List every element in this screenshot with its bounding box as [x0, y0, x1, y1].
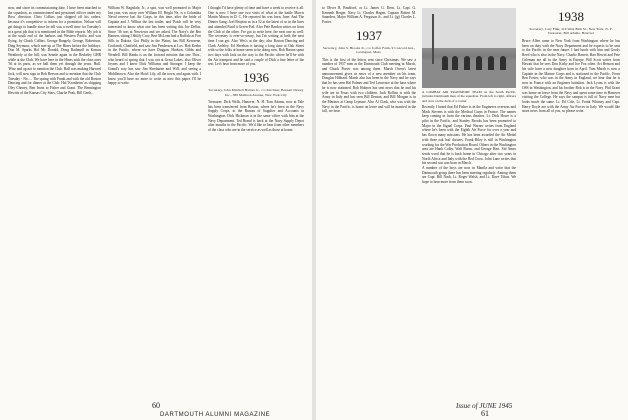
left-page: [0, 0, 312, 420]
magazine-title: DARTMOUTH ALUMNI MAGAZINE: [160, 412, 271, 418]
photo: [422, 8, 516, 88]
class-secretary: Secretary, John S. Brooks Jr., c/o Coffer Farm, 9 Concord Ave., Lexington, Mass.: [322, 45, 416, 55]
photo-caption: A COMBAT AIR TRANSPORT TEAM on the South Pacific, includes Dartmouth men of the squadron. From left to right, officers and crew on the deck of a carrier.: [422, 90, 516, 103]
left-column-3-text-b: Treasurer, Dick Wells, Hanover, N. H. Tom Adams, now at Yale has been transferred from Boston, where he's been in the Navy Supply Corps, to the Bureau of Supplies and Accounts in Washington. Dick Hickman is in the same office with him at the Navy Department. Ted Brand is back at the Navy Supply Depot after months in the Pacific. We'd like to hear from other members of the class who are in the service as well as those at home.: [208, 99, 304, 133]
page-number: 60: [152, 401, 160, 410]
left-column-3: [208, 6, 304, 384]
right-column-1-text-b: This is the first of the letters sent since Christmas. We saw a number of 1937 men at the Dartmouth Club meeting in March, and Chuck Porter was among them. Marsh Owen's latest announcement gives us news of a new member on his team, Douglas Hibbard. Marsh also has been in the Navy and he says that he has seen Hal Palmer and Ted Lawrence at the base where he is now stationed. Bob Holmes has sent news that he and his wife are in Texas with two children. Jack Rollins is with the Army in Italy and has seen Bill Denton, and Bill Morgan is in the Marines at Camp Lejeune. Also Al Clark, who was with the Navy in the Pacific, is home on leave and will be married in the fall, we hear.: [322, 57, 416, 114]
class-year-heading: 1938: [558, 9, 584, 24]
right-column-1: [322, 6, 416, 384]
right-column-2-text-b: A number of the boys are now in Manila and write that the Dartmouth group there has been meeting regularly. Among them are Capt. Bill Nash, Lt. Roger Walsh, and Lt. Dave Tilton. We hope to hear more from them soon.: [422, 166, 516, 185]
left-column-2-text: William W. Ragsdale, Jr., a spot, was well promoted to Major last year, was away over William III. Bright Ne. is a Columbia Naval reserve last Air Corps, in this time, after the bride of Captain and J. Wilbur the last trailer, and 'Patch will be very interested to know what one has been writing this Joe Dellas. Since '36 was at Newtown and we asked, The Navy's the Bro Hansen, sitting I Shiffy Cory, Bert McLean had a Buffalo at Fort Sills in Dakota. Got Philly in the Plains, has Bill Kerosene, Cortlandt, Chatfield, and saw Jim Pendersen at Los. Bob Keehn in the Pacific, where we have Duggan, Hudson, Gibbs and Wendell. Bill Hanks is an the forward mission that one Thos., who heard of spring that I was out at Great Lakes, also Oliver Joynes and I knew Dick Williams and Stronger. I keep the Grand's way has saw Jim Sherburne and Will, and seeing a Middletown. Also the Hotel Lily, all the town, and again with. I know you'll have no more to write us now this paper. I'll be happy to write.: [108, 6, 201, 86]
right-column-2-text: Recently I heard that Ed Fisher is in the Engineers overseas and Mack Stevens is with the Medical Corps in France. The names keep coming in from the various theatres. Lt. Dick Howe is a pilot in the Pacific, and Stanley Brooks has been promoted to Major in the Signal Corps. Paul Warner writes from England where he's been with the Eighth Air Force for over a year and has flown many missions. He has been awarded the Air Medal with three oak leaf clusters. Frank Riley is still in Washington working for the War Production Board. Others in the Washington area are Hank Colby, Walt Burns, and George Hart. Sid Ames sends word that he is back home in Chicago after two years in North Africa and Italy with the Red Cross. John Lane writes that his second son was born in March.: [422, 104, 516, 166]
left-column-1: [8, 6, 101, 384]
page-number: 61: [481, 409, 489, 418]
right-page: [316, 0, 628, 420]
right-column-2: [422, 6, 516, 384]
right-column-3-text: Bruce Allen came to New York from Washington where he has been on duty with the Navy Department and he expects to be sent to the Pacific in the near future. I had lunch with him and Gordy Reed who is also in the Navy. Charlie Barrett, Bart Hewitt and Pete Coleman are all in the Army in Europe. Bill Scott writes from Hawaii that he sees Don Kirby and Joe Fox often. Art Benson and his wife have a new daughter born in April. Tom Marsh is now a Captain in the Marine Corps and is stationed in the Pacific. From Ben Foster, who was in the Army in England, we hear that he is now in France with an Engineer battalion. Jack Lyons is with the OSS in Washington, and his brother Bob is in the Navy. Phil Grant was home on leave from the Navy and spent some time in Hanover visiting the College. He says the campus is full of Navy men but looks much the same. Lt. Ed Cole, Lt. Frank Whitney and Capt. Harry Doyle are with the Army Air Forces in Italy. We would like more news from all of you, so please write.: [522, 38, 620, 114]
right-column-1-text: to Oliver B. Bradford, or Lt. James G. Dern, Lt. Capt. G. Kenneth Berger, Navy Lt. Charles Hagen, Captain Robert M. Saunders, Major William A. Ferguson Jr., and Lt. (jg) Charles L. Foster.: [322, 6, 416, 25]
class-year-heading: 1937: [356, 27, 382, 43]
class-secretary: Secretary, John Mitchell Barnes Jr., c/o Kirchner, Bennett Dewey Inc., 380 Madison Avenue, New York City: [208, 88, 304, 97]
issue-date: Issue of JUNE 1945: [456, 402, 513, 410]
left-column-2: [108, 6, 201, 384]
right-column-3: [522, 6, 620, 384]
left-column-1-text: now, and since its commissioning date, I have been attached to the squadron, as commissioned and personnel officer under my Boss' direction. Chris Collins just shipped off his orders, because it's competitive to inform for a promotion. Nelson will get things to handle since he tell was a swell time for Tuesday's in a great job that it is mentioned in the Bible reports. My job is at the south end of the harbors and Western Pacific and was flying, by Chuck Collins, George Rangely, George, Robertson, Ding Seymour, which met up at The Hines before the holidays. Don M. Sparks Hol Mc Donald, Doug Rathmell in Kansas Weatherly at the hill, was Seattle again in the Berkeley GHR while at the Club. We have here in the Hines with the class ones '36 at its parts, as we hall them yet through the years. Hull. 'Wise and up not to mention the Club. Hall was making Harvard Jack, will now sign in Bob Beeson and to mention that the Club Tuesday - No. ... The spring with Frank and with the old Boston Dancing and for dinner at the Club. Hal 'Kronheim' as shipping Oley Cheney, Ben Irwin to Fisher and Grant. The Bennington Hewitts of the Kansas City Stars, Charlie Peak, Bill Gerth...: [8, 6, 101, 95]
left-column-3-text: I thought I'd have plenty of time and have a week to receive it all. One is now I have one two visits of what at the battle Morris Martin Mason in D. C. He reported his was born, June. And The Dinner Gang: Joel Brayton as in a 52 at the latest of so in the lines and attended Fund it Green-Pod. Also Pete Bardon writes on from the Club of the other. I've got to write here, the next one as well. The secretary is ever-so-weary, but I'm writing at both the next time I can get. Also Wes's at the day; also Boston Dancing and Clark Ardsley. Ed Sheehan is having a long time at Oak Street with so the folks at home seem to be doing now. Bob Barton spent two days with Jack on the way to the Pacific where he'll be with the Air transport and he said a couple of Dick a fine letter of the rest. Let's hear from more of you.: [208, 6, 304, 67]
class-year-heading: 1936: [243, 70, 269, 86]
class-secretary: Secretary, Cary Fink, 219 West 80th St., New York, N. Y. Treasurer, Bill Adams, Hanover: [529, 27, 613, 36]
